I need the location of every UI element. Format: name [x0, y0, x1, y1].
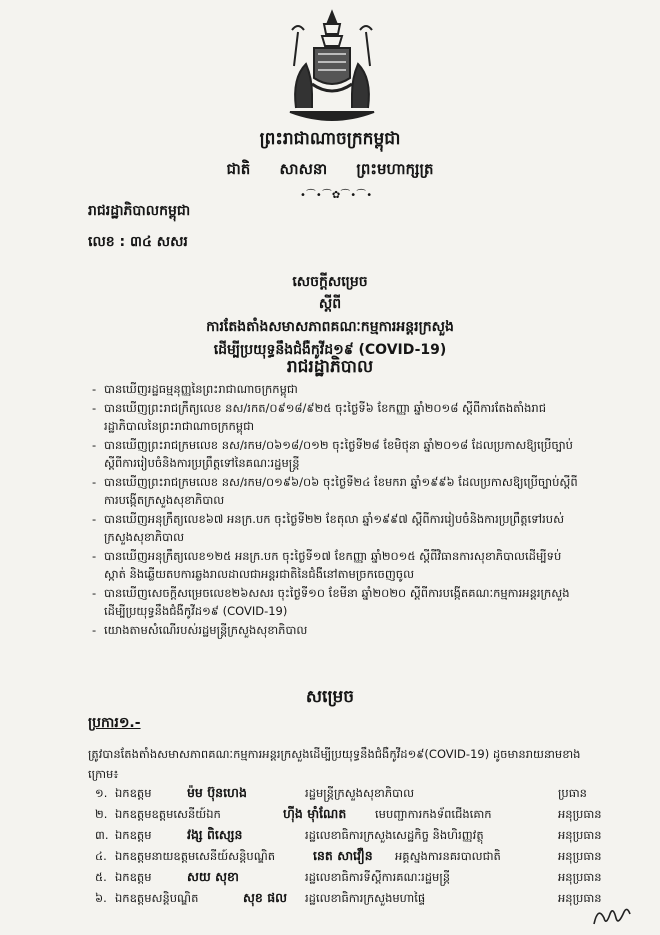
- recitals-list: [92, 380, 582, 639]
- member-role: អនុប្រធាន: [558, 807, 602, 821]
- member-position: រដ្ឋមន្ត្រីក្រសួងសុខាភិបាល: [305, 786, 415, 800]
- member-row: [95, 804, 615, 825]
- member-honorific: ឯកឧត្តម: [115, 786, 152, 800]
- motto-religion: សាសនា: [279, 160, 328, 178]
- member-row: [95, 867, 615, 888]
- member-number: ១.: [95, 786, 108, 800]
- member-row: [95, 888, 615, 909]
- national-motto: [0, 160, 660, 182]
- title-subject: ការតែងតាំងសមាសភាពគណៈកម្មការអន្តរក្រសួង: [206, 319, 454, 335]
- member-number: ៣.: [95, 828, 109, 842]
- title-decision: សេចក្តីសម្រេច: [292, 274, 368, 290]
- recital-item: - បានឃើញព្រះរាជក្រឹត្យលេខ នស/រកត/០៩១៨/៩២៥ ចុះថ្ងៃទី៦ ខែកញ្ញា ឆ្នាំ២០១៨ ស្តីពីការតែងតាំងរាជរដ្ឋាភិបាលនៃព្រះរាជាណាចក្រកម្ពុជា: [92, 399, 582, 436]
- document-number: លេខ : ៣៤ សសរ: [88, 234, 188, 250]
- member-name: ហ៊ីង ម៉ាំណែត: [283, 806, 347, 821]
- member-role: អនុប្រធាន: [558, 891, 602, 905]
- member-position: រដ្ឋលេខាធិការក្រសួងមហាផ្ទៃ: [305, 891, 426, 905]
- member-number: ២.: [95, 807, 108, 821]
- member-honorific: ឯកឧត្តមសន្តិបណ្ឌិត: [115, 891, 199, 905]
- member-position: រដ្ឋលេខាធិការទីស្តីការគណៈរដ្ឋមន្ត្រី: [305, 870, 451, 884]
- recital-item: - បានឃើញព្រះរាជក្រមលេខ នស/រកម/០១៩៦/០៦ ចុះថ្ងៃទី២៤ ខែមករា ឆ្នាំ១៩៩៦ ដែលប្រកាសឱ្យប្រើច្បាប់ស្តីពីការបង្កើតក្រសួងសុខាភិបាល: [92, 473, 582, 510]
- member-number: ៥.: [95, 870, 107, 884]
- ornament-divider: •⁀•⁀✿⁀•⁀•: [300, 190, 374, 201]
- member-position: អគ្គស្នងការនគរបាលជាតិ: [395, 849, 501, 863]
- motto-nation: ជាតិ: [226, 160, 251, 178]
- member-name: វង្ស ពិស្សេន: [187, 827, 243, 842]
- member-role: អនុប្រធាន: [558, 870, 602, 884]
- title-purpose: ដើម្បីប្រយុទ្ធនឹងជំងឺកូវីដ១៩ (COVID-19): [213, 342, 447, 358]
- recital-item: - បានឃើញសេចក្តីសម្រេចលេខ២៦សសរ ចុះថ្ងៃទី១០ ខែមីនា ឆ្នាំ២០២០ ស្តីពីការបង្កើតគណៈកម្មការអន្តរក្រសួងដើម្បីប្រយុទ្ធនឹងជំងឺកូវីដ១៩ (COVID-19): [92, 584, 582, 621]
- authority-heading: រាជរដ្ឋាភិបាល: [286, 357, 374, 377]
- title-on: ស្តីពី: [318, 296, 342, 312]
- member-position: រដ្ឋលេខាធិការក្រសួងសេដ្ឋកិច្ច និងហិរញ្ញវត្ថុ: [305, 828, 484, 842]
- member-row: [95, 825, 615, 846]
- member-number: ៦.: [95, 891, 107, 905]
- member-honorific: ឯកឧត្តម: [115, 828, 152, 842]
- members-list: [95, 783, 615, 909]
- member-row: [95, 783, 615, 804]
- recital-item: - បានឃើញព្រះរាជក្រមលេខ នស/រកម/០៦១៨/០១២ ចុះថ្ងៃទី២៨ ខែមិថុនា ឆ្នាំ២០១៨ ដែលប្រកាសឱ្យប្រើច្បាប់ស្តីពីការរៀបចំនិងការប្រព្រឹត្តទៅនៃគណៈរដ្ឋមន្ត្រី: [92, 436, 582, 473]
- recital-item: - បានឃើញអនុក្រឹត្យលេខ១២៥ អនក្រ.បក ចុះថ្ងៃទី១៧ ខែកញ្ញា ឆ្នាំ២០១៥ ស្តីពីវិធានការសុខាភិបាលដើម្បីទប់ស្កាត់ និងឆ្លើយតបការឆ្លងរាលដាលជាអន្តរជាតិនៃជំងឺនៅតាមច្រកចេញចូល: [92, 547, 582, 584]
- member-name: សយ សុខា: [187, 869, 239, 884]
- kingdom-title: ព្រះរាជាណាចក្រកម្ពុជា: [259, 129, 401, 149]
- royal-coat-of-arms-icon: [284, 8, 380, 128]
- member-role: អនុប្រធាន: [558, 828, 602, 842]
- member-number: ៤.: [95, 849, 107, 863]
- government-label: រាជរដ្ឋាភិបាលកម្ពុជា: [88, 203, 191, 219]
- member-role: អនុប្រធាន: [558, 849, 602, 863]
- article-1-intro: ត្រូវបានតែងតាំងសមាសភាពគណៈកម្មការអន្តរក្រសួងដើម្បីប្រយុទ្ធនឹងជំងឺកូវីដ១៩(COVID-19) ដូចមានរាយនាមខាងក្រោម៖: [88, 747, 581, 781]
- recital-item: - យោងតាមសំណើរបស់រដ្ឋមន្ត្រីក្រសួងសុខាភិបាល: [92, 621, 582, 640]
- decision-heading: សម្រេច: [305, 687, 355, 707]
- member-name: ម៉ម ប៊ុនហេង: [187, 785, 247, 800]
- article-1-heading: ប្រការ១.-: [88, 715, 141, 731]
- initials-signature-icon: [590, 900, 635, 930]
- member-role: ប្រធាន: [558, 786, 587, 800]
- member-honorific: ឯកឧត្តមឧត្តមសេនីយ៍ឯក: [115, 807, 221, 821]
- recital-item: - បានឃើញអនុក្រឹត្យលេខ៦៧ អនក្រ.បក ចុះថ្ងៃទី២២ ខែតុលា ឆ្នាំ១៩៩៧ ស្តីពីការរៀបចំនិងការប្រព្រឹត្តទៅរបស់ក្រសួងសុខាភិបាល: [92, 510, 582, 547]
- motto-king: ព្រះមហាក្សត្រ: [356, 160, 434, 178]
- member-name: សុខ ផល: [243, 890, 288, 905]
- member-honorific: ឯកឧត្តម: [115, 870, 152, 884]
- member-row: [95, 846, 615, 867]
- member-honorific: ឯកឧត្តមនាយឧត្តមសេនីយ៍សន្តិបណ្ឌិត: [115, 849, 276, 863]
- member-position: មេបញ្ជាការកងទ័ពជើងគោក: [375, 807, 492, 821]
- member-name: នេត សាវឿន: [313, 848, 373, 863]
- recital-item: - បានឃើញរដ្ឋធម្មនុញ្ញនៃព្រះរាជាណាចក្រកម្ពុជា: [92, 380, 582, 399]
